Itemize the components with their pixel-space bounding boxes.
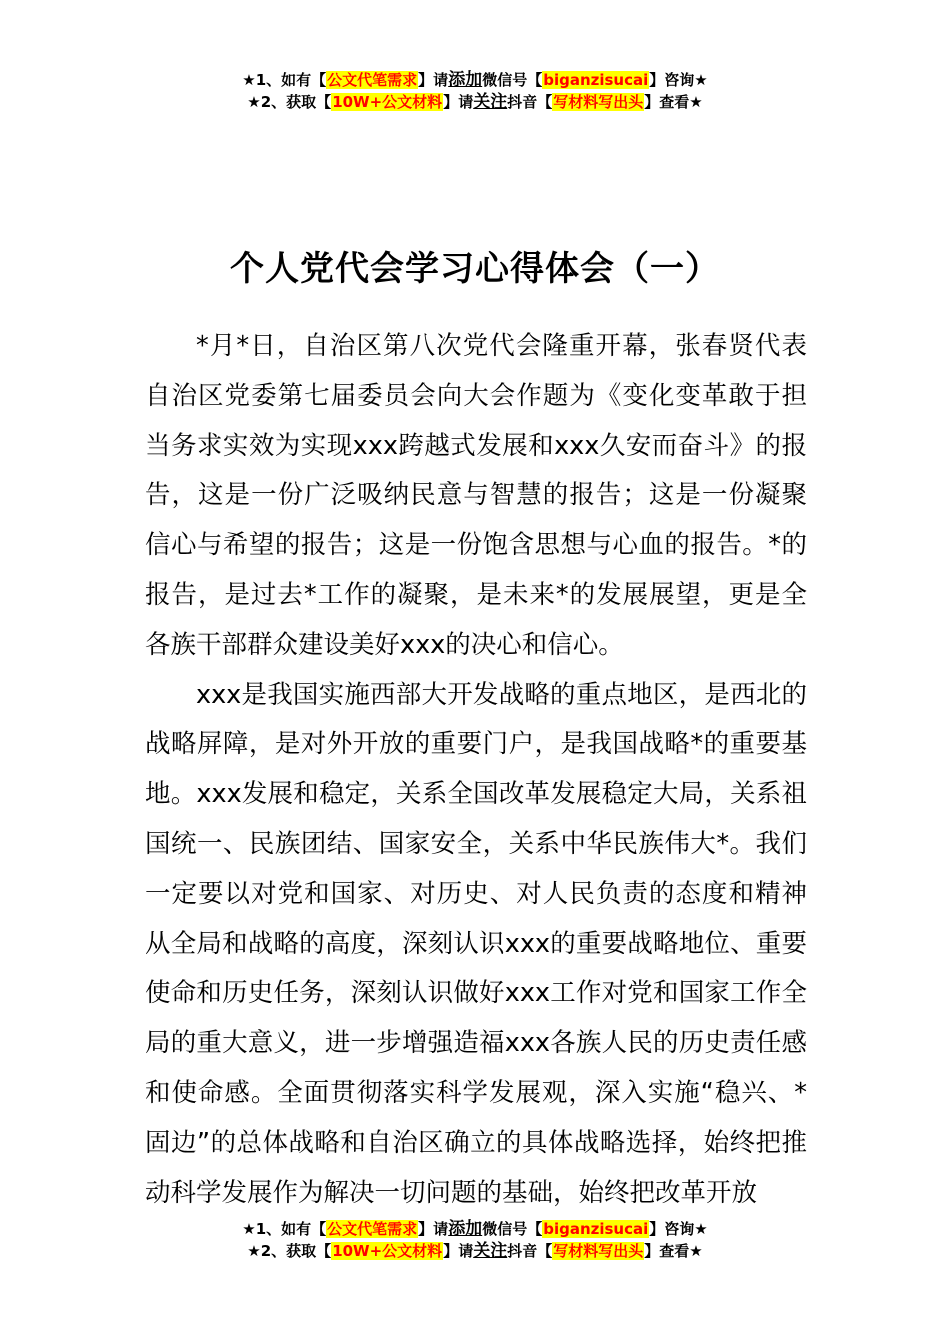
footer-banner [0, 1218, 950, 1262]
banner-text: 微信号【 [482, 71, 543, 89]
banner-underlined: 添加 [448, 1219, 483, 1239]
document-body [145, 322, 807, 1218]
banner-text: 】咨询★ [649, 1220, 708, 1238]
banner-text: ★2、获取【 [247, 1242, 332, 1260]
banner-text: 】查看★ [644, 1242, 703, 1260]
banner-line-2 [0, 91, 950, 113]
banner-text: ★1、如有【 [242, 1220, 327, 1238]
banner-text: ★1、如有【 [242, 71, 327, 89]
banner-text: 抖音【 [507, 1242, 553, 1260]
banner-highlight: 公文代笔需求 [327, 1220, 418, 1238]
banner-text: 抖音【 [507, 93, 553, 111]
banner-highlight: biganzisucai [543, 71, 649, 89]
banner-highlight: 10W+公文材料 [332, 93, 443, 111]
banner-text: ★2、获取【 [247, 93, 332, 111]
banner-text: 】查看★ [644, 93, 703, 111]
banner-highlight: biganzisucai [543, 1220, 649, 1238]
banner-text: 】请 [443, 93, 474, 111]
banner-underlined: 关注 [473, 1241, 508, 1261]
banner-highlight: 10W+公文材料 [332, 1242, 443, 1260]
body-paragraph: xxx是我国实施西部大开发战略的重点地区，是西北的战略屏障，是对外开放的重要门户，是我国战略*的重要基地。xxx发展和稳定，关系全国改革发展稳定大局，关系祖国统一、民族团结、国家安全，关系中华民族伟大*。我们一定要以对党和国家、对历史、对人民负责的态度和精神从全局和战略的高度，深刻认识xxx的重要战略地位、重要使命和历史任务，深刻认识做好xxx工作对党和国家工作全局的重大意义，进一步增强造福xxx各族人民的历史责任感和使命感。全面贯彻落实科学发展观，深入实施“稳兴、*固边”的总体战略和自治区确立的具体战略选择，始终把推动科学发展作为解决一切问题的基础，始终把改革开放 [145, 679, 807, 1208]
banner-highlight: 写材料写出头 [553, 93, 644, 111]
banner-underlined: 关注 [473, 92, 508, 112]
banner-highlight: 公文代笔需求 [327, 71, 418, 89]
document-title: 个人党代会学习心得体会（一） [230, 248, 720, 289]
banner-line-1 [0, 1218, 950, 1240]
banner-highlight: 写材料写出头 [553, 1242, 644, 1260]
banner-line-2 [0, 1240, 950, 1262]
banner-text: 】咨询★ [649, 71, 708, 89]
banner-text: 】请 [418, 71, 449, 89]
header-banner [0, 69, 950, 113]
banner-text: 微信号【 [482, 1220, 543, 1238]
body-paragraph: *月*日，自治区第八次党代会隆重开幕，张春贤代表自治区党委第七届委员会向大会作题为《变化变革敢于担当务求实效为实现xxx跨越式发展和xxx久安而奋斗》的报告，这是一份广泛吸纳民意与智慧的报告；这是一份凝聚信心与希望的报告；这是一份饱含思想与心血的报告。*的报告，是过去*工作的凝聚，是未来*的发展展望，更是全各族干部群众建设美好xxx的决心和信心。 [145, 331, 807, 660]
banner-underlined: 添加 [448, 70, 483, 90]
banner-line-1 [0, 69, 950, 91]
banner-text: 】请 [443, 1242, 474, 1260]
banner-text: 】请 [418, 1220, 449, 1238]
